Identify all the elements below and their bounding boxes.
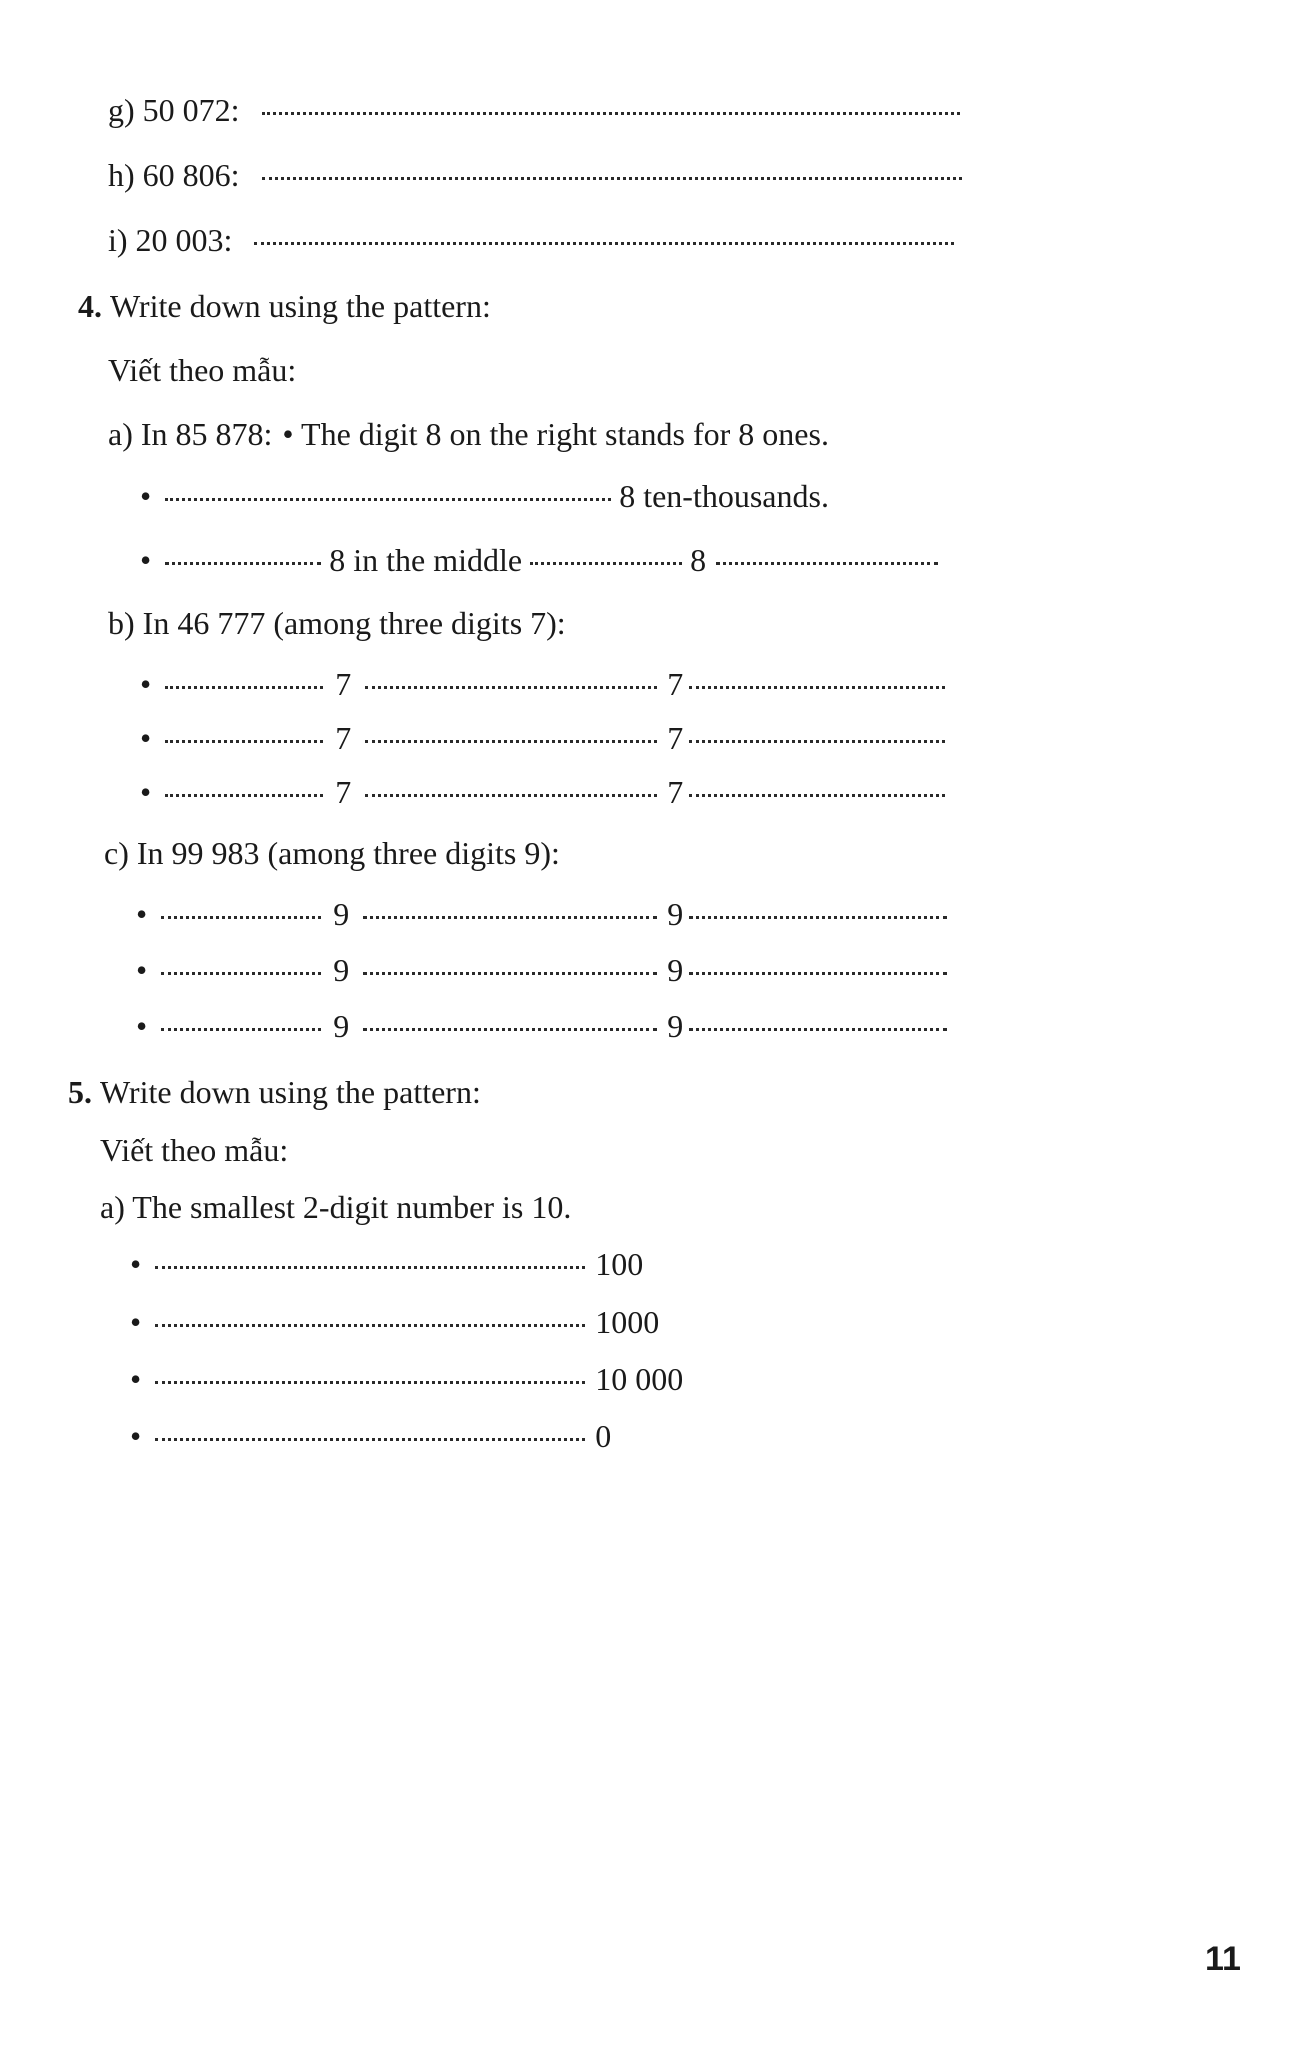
q5a-line-4: [130, 1414, 611, 1458]
answer-blank[interactable]: [155, 1265, 585, 1269]
q3-item-i: [108, 218, 954, 262]
q5-heading: [68, 1070, 481, 1114]
answer-blank[interactable]: [155, 1437, 585, 1441]
q5a-value: 0: [595, 1418, 612, 1454]
q3-item-g: [108, 88, 960, 132]
question-number: 5.: [68, 1074, 92, 1110]
q3-item-h: [108, 153, 962, 197]
q4-subtitle: Viết theo mẫu:: [108, 352, 297, 388]
bullet: •: [136, 952, 148, 988]
q5a-line-3: [130, 1357, 683, 1401]
q4c-line-2: [136, 948, 947, 992]
answer-blank[interactable]: [689, 1027, 947, 1031]
answer-blank[interactable]: [262, 176, 962, 180]
answer-blank[interactable]: [363, 971, 657, 975]
answer-blank[interactable]: [689, 915, 947, 919]
q4c-mid: 9: [333, 952, 350, 988]
q4a-line-2-mid: 8 in the middle: [329, 542, 523, 578]
bullet: •: [130, 1304, 142, 1340]
bullet: •: [136, 1008, 148, 1044]
q4b-mid: 7: [335, 720, 352, 756]
answer-blank[interactable]: [716, 561, 938, 565]
q4c-line-3: [136, 1004, 947, 1048]
q4b-intro: b) In 46 777 (among three digits 7):: [108, 605, 566, 641]
q4a-line-2: [140, 538, 938, 582]
q3-item-label: h) 60 806:: [108, 157, 240, 193]
q4c-line-1: [136, 892, 947, 936]
q4b-end: 7: [667, 720, 684, 756]
q4a-line-2-end: 8: [690, 542, 707, 578]
q5a-line-2: [130, 1300, 659, 1344]
answer-blank[interactable]: [165, 561, 321, 565]
answer-blank[interactable]: [689, 793, 945, 797]
answer-blank[interactable]: [365, 739, 657, 743]
answer-blank[interactable]: [365, 793, 657, 797]
q4c-end: 9: [667, 952, 684, 988]
q4b-end: 7: [667, 666, 684, 702]
q3-item-label: g) 50 072:: [108, 92, 240, 128]
q4b-line-2: [140, 716, 945, 760]
q4b-line-3: [140, 770, 945, 814]
answer-blank[interactable]: [155, 1323, 585, 1327]
answer-blank[interactable]: [689, 971, 947, 975]
answer-blank[interactable]: [530, 561, 682, 565]
q4a-line-1: [140, 474, 829, 518]
q3-item-label: i) 20 003:: [108, 222, 233, 258]
answer-blank[interactable]: [689, 739, 945, 743]
answer-blank[interactable]: [689, 685, 945, 689]
answer-blank[interactable]: [165, 739, 323, 743]
q4a-line-1-end: 8 ten-thousands.: [619, 478, 829, 514]
answer-blank[interactable]: [365, 685, 657, 689]
q4c-intro: c) In 99 983 (among three digits 9):: [104, 835, 560, 871]
q4a-intro-line: [108, 412, 829, 456]
answer-blank[interactable]: [363, 915, 657, 919]
bullet: •: [130, 1361, 142, 1397]
q4b-mid: 7: [335, 774, 352, 810]
question-number: 4.: [78, 288, 102, 324]
bullet: •: [136, 896, 148, 932]
q4-heading: [78, 284, 491, 328]
bullet: •: [140, 774, 152, 810]
bullet: •: [140, 720, 152, 756]
page-number: 11: [1205, 1940, 1241, 1978]
q5a-line-1: [130, 1242, 643, 1286]
q4a-example: • The digit 8 on the right stands for 8 ones.: [282, 416, 829, 452]
answer-blank[interactable]: [161, 971, 321, 975]
q5a-intro: a) The smallest 2-digit number is 10.: [100, 1189, 572, 1225]
bullet: •: [130, 1418, 142, 1454]
q5-subtitle: Viết theo mẫu:: [100, 1132, 289, 1168]
q4c-mid: 9: [333, 1008, 350, 1044]
q4b-line-1: [140, 662, 945, 706]
question-title: Write down using the pattern:: [110, 288, 491, 324]
bullet: •: [130, 1246, 142, 1282]
answer-blank[interactable]: [165, 685, 323, 689]
question-title: Write down using the pattern:: [100, 1074, 481, 1110]
answer-blank[interactable]: [155, 1380, 585, 1384]
bullet: •: [140, 478, 152, 514]
q4a-intro: a) In 85 878:: [108, 416, 273, 452]
answer-blank[interactable]: [363, 1027, 657, 1031]
q4c-end: 9: [667, 1008, 684, 1044]
answer-blank[interactable]: [262, 111, 960, 115]
answer-blank[interactable]: [254, 241, 954, 245]
q4b-end: 7: [667, 774, 684, 810]
q5a-value: 100: [595, 1246, 644, 1282]
answer-blank[interactable]: [161, 1027, 321, 1031]
bullet: •: [140, 666, 152, 702]
q5a-value: 1000: [595, 1304, 660, 1340]
q4b-mid: 7: [335, 666, 352, 702]
bullet: •: [140, 542, 152, 578]
answer-blank[interactable]: [165, 497, 611, 501]
q5a-value: 10 000: [595, 1361, 684, 1397]
q4c-end: 9: [667, 896, 684, 932]
q4c-mid: 9: [333, 896, 350, 932]
answer-blank[interactable]: [161, 915, 321, 919]
answer-blank[interactable]: [165, 793, 323, 797]
